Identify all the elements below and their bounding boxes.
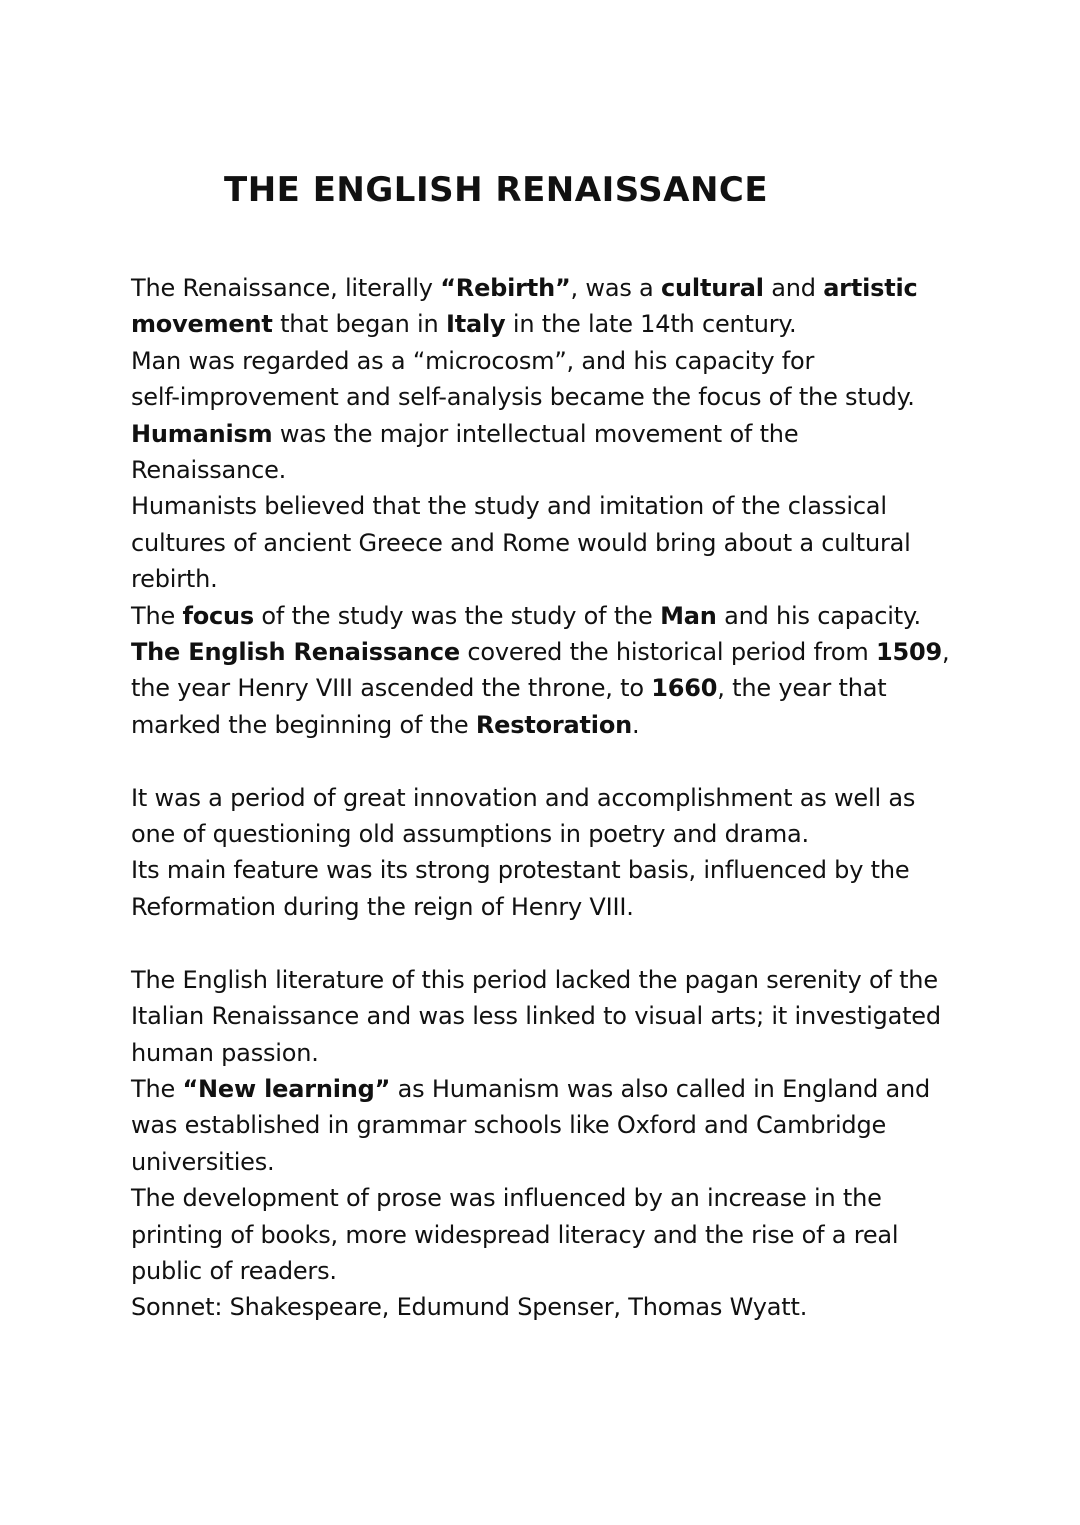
text-line: The English Renaissance covered the historical period from 1509, bbox=[131, 637, 950, 666]
emphasis-italy: Italy bbox=[445, 310, 506, 339]
text-line: was established in grammar schools like Oxford and Cambridge bbox=[131, 1111, 887, 1140]
emphasis-man: Man bbox=[660, 601, 717, 630]
text-line: one of questioning old assumptions in poetry and drama. bbox=[131, 820, 809, 849]
text-line: cultures of ancient Greece and Rome would bring about a cultural bbox=[131, 528, 911, 557]
emphasis-1509: 1509 bbox=[876, 637, 942, 666]
text-line: The focus of the study was the study of the Man and his capacity. bbox=[131, 601, 921, 630]
emphasis-restoration: Restoration bbox=[475, 710, 632, 739]
text-line: printing of books, more widespread literacy and the rise of a real bbox=[131, 1220, 899, 1249]
paragraph-renaissance-intro bbox=[131, 270, 981, 743]
text-line: Humanists believed that the study and imitation of the classical bbox=[131, 492, 887, 521]
text-line: The Renaissance, literally “Rebirth”, was a cultural and artistic bbox=[131, 274, 918, 302]
text-line: The English literature of this period lacked the pagan serenity of the bbox=[131, 965, 938, 994]
emphasis-humanism: Humanism bbox=[131, 419, 273, 448]
emphasis-artistic: artistic bbox=[823, 274, 918, 302]
emphasis-english-renaissance: The English Renaissance bbox=[131, 637, 460, 666]
paragraph-literature bbox=[131, 962, 981, 1326]
text-line: human passion. bbox=[131, 1038, 319, 1067]
text-line: Reformation during the reign of Henry VIII. bbox=[131, 892, 634, 921]
document-body bbox=[131, 270, 981, 1326]
text-line: movement that began in Italy in the late 14th century. bbox=[131, 310, 797, 339]
paragraph-spacer bbox=[131, 743, 981, 780]
text-line: The development of prose was influenced by an increase in the bbox=[131, 1184, 882, 1213]
emphasis-focus: focus bbox=[182, 601, 254, 630]
text-line: the year Henry VIII ascended the throne, to 1660, the year that bbox=[131, 674, 887, 703]
text-line: Sonnet: Shakespeare, Edumund Spenser, Thomas Wyatt. bbox=[131, 1293, 808, 1322]
text-line: The “New learning” as Humanism was also called in England and bbox=[131, 1075, 931, 1103]
text-line: self-improvement and self-analysis became the focus of the study. bbox=[131, 383, 915, 412]
text-line: Its main feature was its strong protestant basis, influenced by the bbox=[131, 856, 910, 885]
emphasis-new-learning: “New learning” bbox=[182, 1075, 391, 1103]
text-line: universities. bbox=[131, 1147, 275, 1176]
text-line: rebirth. bbox=[131, 565, 218, 594]
text-line: Humanism was the major intellectual movement of the bbox=[131, 419, 799, 448]
emphasis-1660: 1660 bbox=[651, 674, 718, 703]
paragraph-innovation bbox=[131, 780, 981, 926]
text-line: Man was regarded as a “microcosm”, and his capacity for bbox=[131, 346, 815, 375]
text-line: marked the beginning of the Restoration. bbox=[131, 710, 640, 739]
document-title: THE ENGLISH RENAISSANCE bbox=[224, 170, 769, 210]
emphasis-cultural: cultural bbox=[661, 274, 764, 302]
text-line: public of readers. bbox=[131, 1256, 337, 1285]
emphasis-movement: movement bbox=[131, 310, 273, 339]
paragraph-spacer bbox=[131, 925, 981, 962]
text-line: Italian Renaissance and was less linked to visual arts; it investigated bbox=[131, 1002, 941, 1031]
text-line: Renaissance. bbox=[131, 455, 287, 484]
emphasis-rebirth: “Rebirth” bbox=[440, 274, 571, 302]
text-line: It was a period of great innovation and accomplishment as well as bbox=[131, 783, 916, 812]
